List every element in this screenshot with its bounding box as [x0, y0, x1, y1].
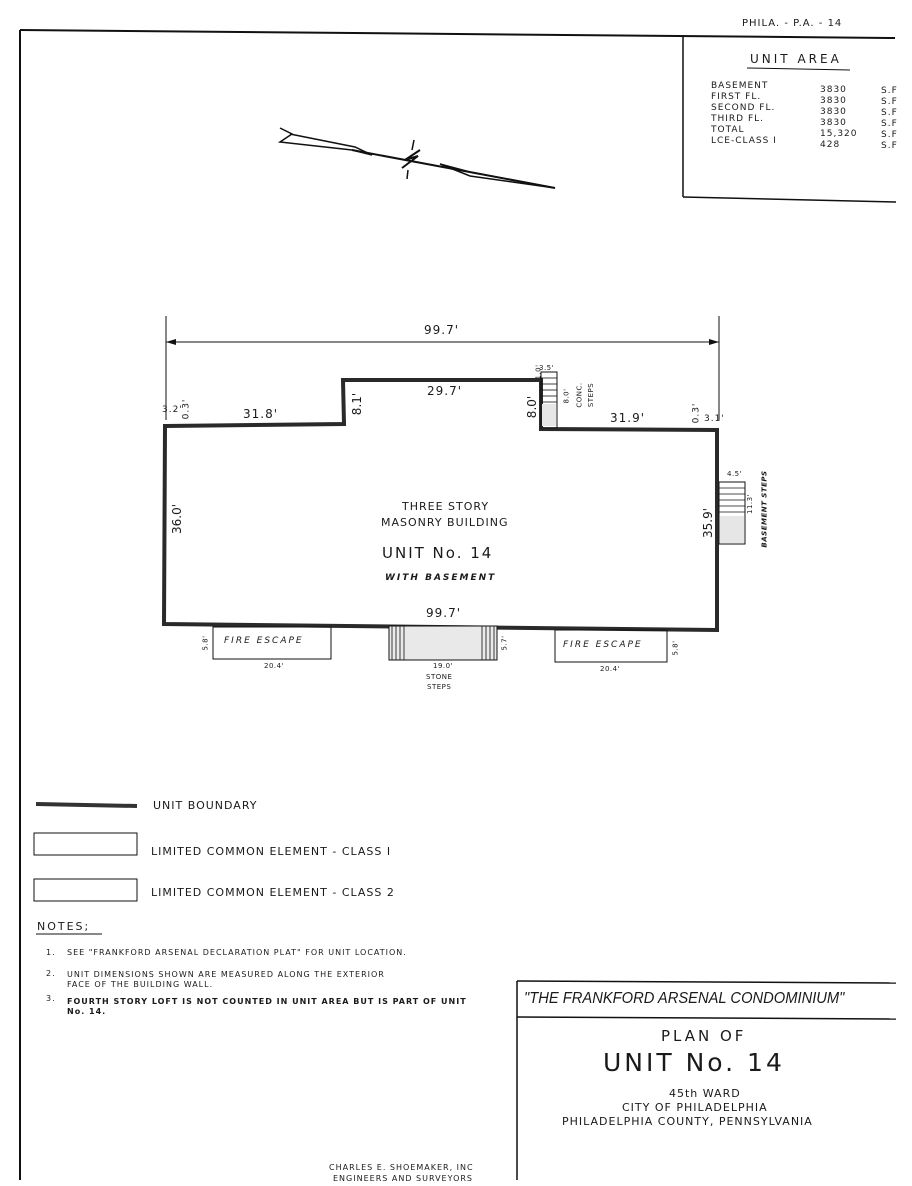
area-unit: S.F — [881, 97, 898, 107]
note-text: UNIT DIMENSIONS SHOWN ARE MEASURED ALONG THE EXTERIOR — [67, 970, 385, 979]
area-label: FIRST FL. — [711, 92, 762, 102]
surveyor-name: CHARLES E. SHOEMAKER, INC — [329, 1163, 474, 1172]
area-title-underline — [747, 68, 850, 70]
basement-steps — [719, 482, 745, 544]
right-offset-label: 3.1' — [704, 414, 725, 424]
conc-steps-label-2: STEPS — [587, 382, 596, 408]
stone-steps-label-2: STEPS — [427, 683, 452, 691]
area-value: 3830 — [820, 107, 847, 117]
conc-steps-label-1: CONC. — [575, 382, 584, 408]
area-value: 3830 — [820, 85, 847, 95]
fire-escape-left-label: FIRE ESCAPE — [224, 636, 304, 646]
area-unit: S.F — [881, 86, 898, 96]
area-value: 3830 — [820, 118, 847, 128]
city-label: CITY OF PHILADELPHIA — [622, 1101, 768, 1114]
legend-lce2-symbol — [34, 879, 137, 901]
basement-steps-label: BASEMENT STEPS — [760, 470, 769, 548]
note-text: FOURTH STORY LOFT IS NOT COUNTED IN UNIT AREA BUT IS PART OF UNIT — [67, 997, 467, 1006]
sheet-border-top — [20, 30, 895, 38]
fire-escape-right-depth: 5.8' — [671, 640, 680, 656]
area-box-bottom — [683, 197, 896, 202]
area-label: LCE-CLASS I — [711, 136, 777, 146]
overall-width-label: 99.7' — [424, 323, 460, 337]
stone-steps-label-1: STONE — [426, 673, 453, 681]
project-name: "THE FRANKFORD ARSENAL CONDOMINIUM" — [524, 990, 845, 1007]
left-offset-label: 3.2' — [162, 405, 183, 415]
area-label: THIRD FL. — [711, 114, 765, 124]
stone-steps-width: 19.0' — [433, 662, 454, 670]
legend-unit-boundary-label: UNIT BOUNDARY — [153, 799, 258, 812]
area-label: TOTAL — [711, 125, 745, 135]
conc-steps-length-label: 1.0' — [534, 364, 543, 380]
note-number: 1. — [46, 948, 56, 957]
left-side-label: 36.0' — [170, 503, 185, 535]
legend-lce2-label: LIMITED COMMON ELEMENT - CLASS 2 — [151, 886, 395, 899]
right-top-label: 31.9' — [610, 411, 646, 425]
title-block-lines — [517, 981, 896, 1180]
bottom-width-label: 99.7' — [426, 606, 462, 620]
area-label: BASEMENT — [711, 81, 769, 91]
basement-steps-length-label: 11.3' — [746, 493, 755, 515]
step-up-label: 8.1' — [350, 392, 365, 416]
surveyor-title: ENGINEERS AND SURVEYORS — [333, 1174, 473, 1183]
plan-unit-name: UNIT No. 14 — [382, 544, 494, 562]
unit-area-title: UNIT AREA — [750, 52, 842, 66]
concrete-steps — [541, 372, 557, 428]
left-jog-label: 0.3' — [181, 398, 192, 420]
with-basement-label: WITH BASEMENT — [385, 573, 497, 583]
title-unit-name: UNIT No. 14 — [603, 1048, 785, 1077]
area-value: 15,320 — [820, 129, 858, 139]
area-unit: S.F — [881, 141, 898, 151]
right-jog-label: 0.3' — [691, 402, 702, 424]
conc-steps-depth-label: 8.0' — [562, 388, 571, 404]
north-arrow-icon — [280, 128, 555, 188]
plan-of-label: PLAN OF — [661, 1027, 747, 1045]
area-unit: S.F — [881, 119, 898, 129]
area-label: SECOND FL. — [711, 103, 776, 113]
conc-steps-width-label: 3.5' — [539, 364, 555, 372]
left-top-label: 31.8' — [243, 407, 279, 421]
right-side-label: 35.9' — [701, 507, 716, 539]
building-description-2: MASONRY BUILDING — [381, 516, 509, 529]
area-value: 3830 — [820, 96, 847, 106]
fire-escape-right-label: FIRE ESCAPE — [563, 640, 643, 650]
center-top-label: 29.7' — [427, 384, 463, 398]
stone-steps-depth: 5.7' — [500, 635, 509, 651]
note-number: 2. — [46, 969, 56, 978]
building-description-1: THREE STORY — [402, 500, 490, 513]
note-text: SEE "FRANKFORD ARSENAL DECLARATION PLAT" FOR UNIT LOCATION. — [67, 948, 407, 957]
area-unit: S.F — [881, 130, 898, 140]
fire-escape-left-width: 20.4' — [264, 662, 285, 670]
step-down-label: 8.0' — [525, 395, 540, 419]
basement-steps-width-label: 4.5' — [727, 470, 743, 478]
legend-lce1-label: LIMITED COMMON ELEMENT - CLASS I — [151, 845, 392, 858]
fire-escape-left-depth: 5.8' — [201, 635, 210, 651]
note-text-continued: FACE OF THE BUILDING WALL. — [67, 980, 214, 989]
area-value: 428 — [820, 140, 841, 150]
legend-unit-boundary-symbol — [36, 804, 137, 806]
note-number: 3. — [46, 994, 56, 1003]
notes-title: NOTES; — [37, 920, 91, 933]
note-text-continued: No. 14. — [67, 1007, 107, 1016]
county-label: PHILADELPHIA COUNTY, PENNSYLVANIA — [562, 1115, 813, 1128]
fire-escape-right-width: 20.4' — [600, 665, 621, 673]
stone-steps — [389, 626, 497, 660]
sheet-reference: PHILA. - P.A. - 14 — [742, 18, 843, 29]
legend-lce1-symbol — [34, 833, 137, 855]
ward-label: 45th WARD — [669, 1087, 741, 1100]
area-unit: S.F — [881, 108, 898, 118]
